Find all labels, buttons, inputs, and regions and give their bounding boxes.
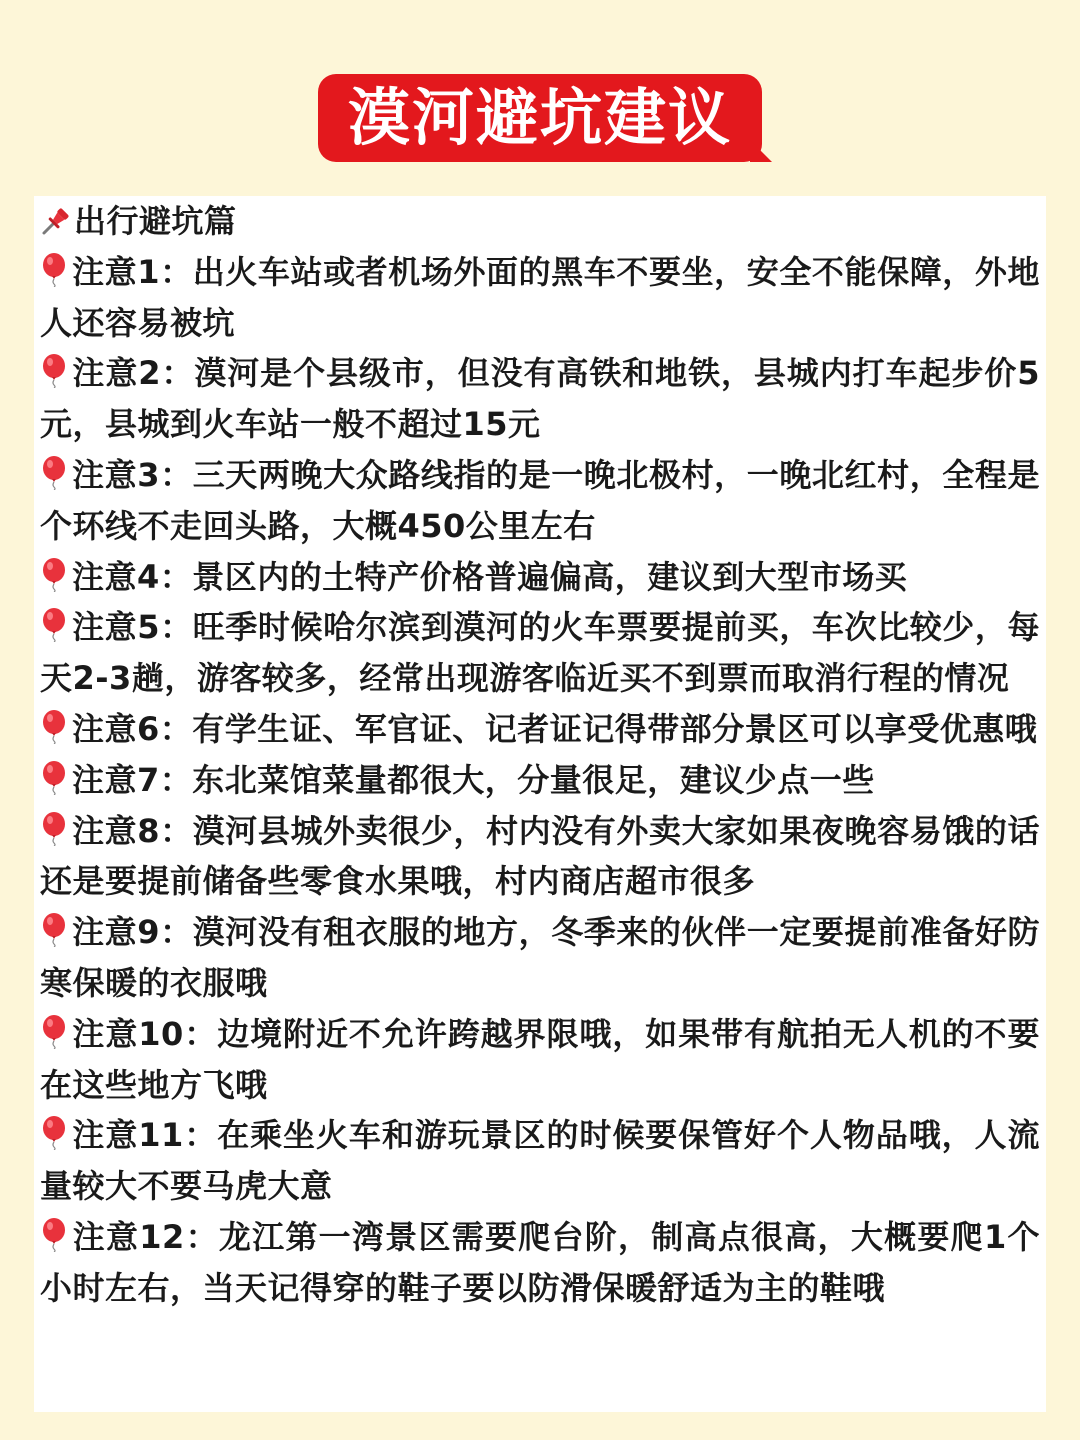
notes-list — [40, 247, 1040, 1314]
balloon-icon — [40, 812, 68, 846]
note-text: 旺季时候哈尔滨到漠河的火车票要提前买，车次比较少，每天2-3趟，游客较多，经常出现游客临近买不到票而取消行程的情况 — [40, 608, 1040, 698]
note-text: 有学生证、军官证、记者证记得带部分景区可以享受优惠哦 — [192, 709, 1038, 748]
note-item — [40, 907, 1040, 1009]
note-text: 在乘坐火车和游玩景区的时候要保管好个人物品哦，人流量较大不要马虎大意 — [40, 1116, 1040, 1206]
balloon-icon — [40, 710, 68, 744]
balloon-icon — [40, 913, 68, 947]
note-label: 注意7： — [72, 760, 193, 799]
note-text: 出火车站或者机场外面的黑车不要坐，安全不能保障，外地人还容易被坑 — [40, 252, 1040, 342]
note-item — [40, 1212, 1040, 1314]
note-label: 注意11： — [72, 1116, 218, 1155]
section-label: 出行避坑篇 — [74, 202, 237, 240]
note-label: 注意4： — [72, 557, 193, 596]
balloon-icon — [40, 456, 68, 490]
title-banner — [0, 74, 1080, 162]
note-text: 漠河县城外卖很少，村内没有外卖大家如果夜晚容易饿的话还是要提前储备些零食水果哦，村内商店超市很多 — [40, 811, 1040, 901]
balloon-icon — [40, 1116, 68, 1150]
note-label: 注意6： — [72, 709, 193, 748]
note-label: 注意12： — [72, 1217, 219, 1256]
note-text: 边境附近不允许跨越界限哦，如果带有航拍无人机的不要在这些地方飞哦 — [40, 1014, 1040, 1104]
note-item — [40, 1009, 1040, 1111]
balloon-icon — [40, 558, 68, 592]
title-box — [318, 74, 762, 162]
note-text: 三天两晚大众路线指的是一晚北极村，一晚北红村，全程是个环线不走回头路，大概450公里左右 — [40, 455, 1040, 545]
balloon-icon — [40, 761, 68, 795]
note-label: 注意10： — [72, 1014, 218, 1053]
note-label: 注意5： — [72, 608, 193, 647]
note-item — [40, 247, 1040, 349]
note-label: 注意8： — [72, 811, 193, 850]
note-label: 注意3： — [72, 455, 193, 494]
note-item — [40, 704, 1040, 755]
note-label: 注意9： — [72, 913, 193, 952]
note-item — [40, 806, 1040, 908]
note-item — [40, 450, 1040, 552]
note-item — [40, 602, 1040, 704]
note-text: 龙江第一湾景区需要爬台阶，制高点很高，大概要爬1个小时左右，当天记得穿的鞋子要以防滑保暖舒适为主的鞋哦 — [40, 1217, 1040, 1307]
note-text: 漠河是个县级市，但没有高铁和地铁，县城内打车起步价5元，县城到火车站一般不超过15元 — [40, 354, 1040, 444]
note-text: 景区内的土特产价格普遍偏高，建议到大型市场买 — [192, 557, 908, 596]
note-item — [40, 552, 1040, 603]
pushpin-icon — [40, 205, 72, 237]
note-label: 注意1： — [72, 252, 193, 291]
balloon-icon — [40, 253, 68, 287]
note-item — [40, 1110, 1040, 1212]
page-title: 漠河避坑建议 — [347, 81, 732, 154]
balloon-icon — [40, 1218, 68, 1252]
balloon-icon — [40, 608, 68, 642]
balloon-icon — [40, 1015, 68, 1049]
section-heading — [40, 196, 1040, 247]
content-card — [34, 196, 1046, 1412]
note-label: 注意2： — [72, 354, 195, 393]
note-text: 漠河没有租衣服的地方，冬季来的伙伴一定要提前准备好防寒保暖的衣服哦 — [40, 913, 1040, 1002]
note-text: 东北菜馆菜量都很大，分量很足，建议少点一些 — [192, 760, 875, 799]
note-item — [40, 348, 1040, 450]
note-item — [40, 755, 1040, 806]
balloon-icon — [40, 354, 68, 388]
